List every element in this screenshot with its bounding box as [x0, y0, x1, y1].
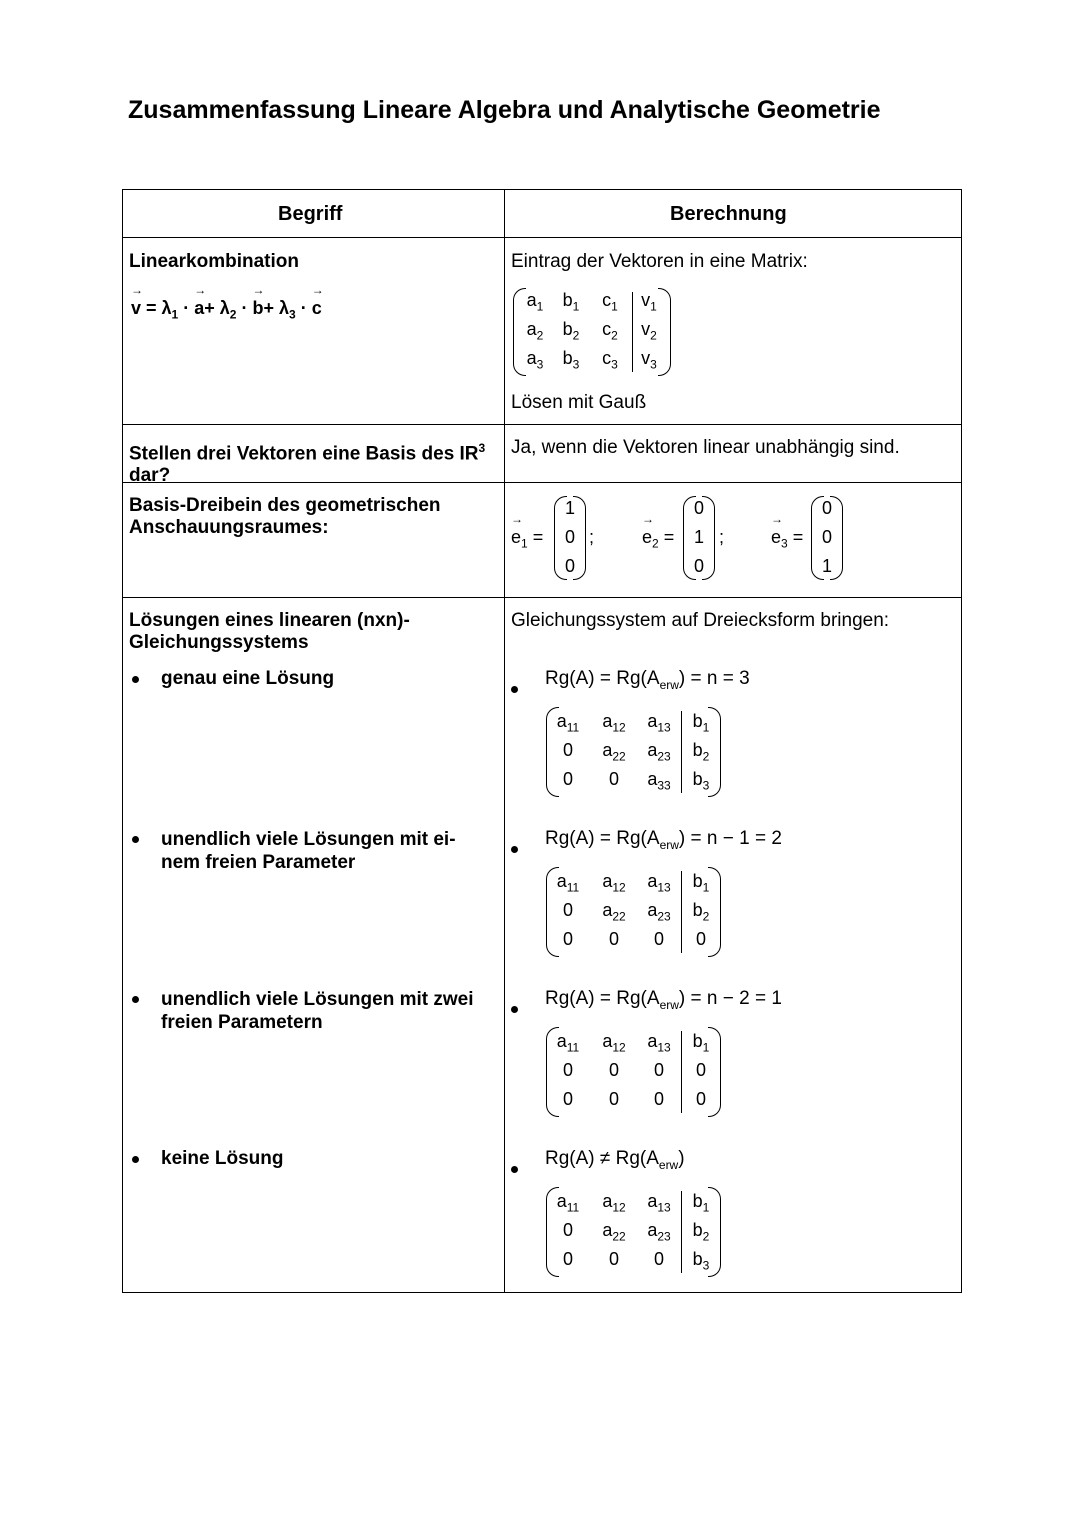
summary-table [122, 189, 962, 1293]
case-label-no-solution: keine Lösung [161, 1148, 284, 1169]
e2-label: → $e_2$ = [642, 527, 674, 551]
e1-label: → $e_1$ = [511, 527, 543, 551]
basis-answer: Ja, wenn die Vektoren linear unabhängig sind. [511, 437, 900, 458]
triangular-matrix-4: $a_{11}$ $a_{12}$ $a_{13}$ $b_1$ 0 $a_{22}$ $a_{23}$ $b_2$ 0 0 0 $b_3$ [546, 1187, 721, 1277]
coefficient-matrix: $a_1$ $b_1$ $c_1$ $v_1$ $a_2$ $b_2$ $c_2$ $v_2$ $a_3$ $b_3$ $c_3$ $v_3$ [513, 288, 671, 376]
bullet [511, 686, 518, 693]
term-basis-question: Stellen drei Vektoren eine Basis des $IR^3$ dar? [129, 441, 486, 487]
term-solutions: Lösungen eines linearen (nxn)-Gleichungssystems [129, 610, 410, 653]
case-label-two-parameters: unendlich viele Lösungen mit zwei freien Parametern [161, 989, 474, 1033]
triangular-matrix-3: $a_{11}$ $a_{12}$ $a_{13}$ $b_1$ 0 0 0 0 0 0 0 0 [546, 1027, 721, 1117]
term-linearkombination: Linearkombination [129, 251, 299, 272]
matrix-entry-intro: Eintrag der Vektoren in eine Matrix: [511, 251, 808, 272]
separator-semicolon: ; [589, 527, 595, 547]
triangular-form-intro: Gleichungssystem auf Dreiecksform bringen: [511, 610, 890, 631]
bullet [132, 996, 139, 1003]
triangular-matrix-1: $a_{11}$ $a_{12}$ $a_{13}$ $b_1$ 0 $a_{22}$ $a_{23}$ $b_2$ 0 0 $a_{33}$ $b_3$ [546, 707, 721, 797]
term-basis-dreibein: Basis-Dreibein des geometrischen Anschauungsraumes: [129, 495, 441, 538]
row-divider [123, 597, 961, 598]
rank-condition-2: $Rg(A) = Rg(A_{erw}) = n - 1 = 2$ [545, 828, 782, 852]
header-berechnung: Berechnung [670, 203, 787, 225]
triangular-matrix-2: $a_{11}$ $a_{12}$ $a_{13}$ $b_1$ 0 $a_{22}$ $a_{23}$ $b_2$ 0 0 0 0 [546, 867, 721, 957]
linear-combination-formula: → $v = \lambda_1$ · → $a+ \lambda_2$ · → $b+ \lambda_3$ · → c [131, 298, 322, 322]
e3-vector: 0 0 1 [811, 496, 843, 580]
case-label-one-solution: genau eine Lösung [161, 668, 335, 689]
case-label-one-parameter: unendlich viele Lösungen mit ei- nem freien Parameter [161, 829, 456, 873]
rank-condition-3: $Rg(A) = Rg(A_{erw}) = n - 2 = 1$ [545, 988, 782, 1012]
rank-condition-4: $Rg(A) \ne Rg(A_{erw})$ [545, 1148, 685, 1172]
bullet [132, 676, 139, 683]
bullet [511, 1006, 518, 1013]
separator-semicolon: ; [719, 527, 725, 547]
bullet [132, 1156, 139, 1163]
bullet [132, 836, 139, 843]
column-divider [504, 190, 505, 1292]
e2-vector: 0 1 0 [683, 496, 715, 580]
header-divider [123, 237, 961, 238]
e1-vector: 1 0 0 [554, 496, 586, 580]
page-title: Zusammenfassung Lineare Algebra und Analytische Geometrie [128, 96, 881, 124]
bullet [511, 1166, 518, 1173]
row-divider [123, 424, 961, 425]
gauss-method: Lösen mit Gauß [511, 392, 647, 413]
e3-label: → $e_3$ = [771, 527, 803, 551]
header-begriff: Begriff [278, 203, 343, 225]
rank-condition-1: $Rg(A) = Rg(A_{erw}) = n = 3$ [545, 668, 750, 692]
bullet [511, 846, 518, 853]
